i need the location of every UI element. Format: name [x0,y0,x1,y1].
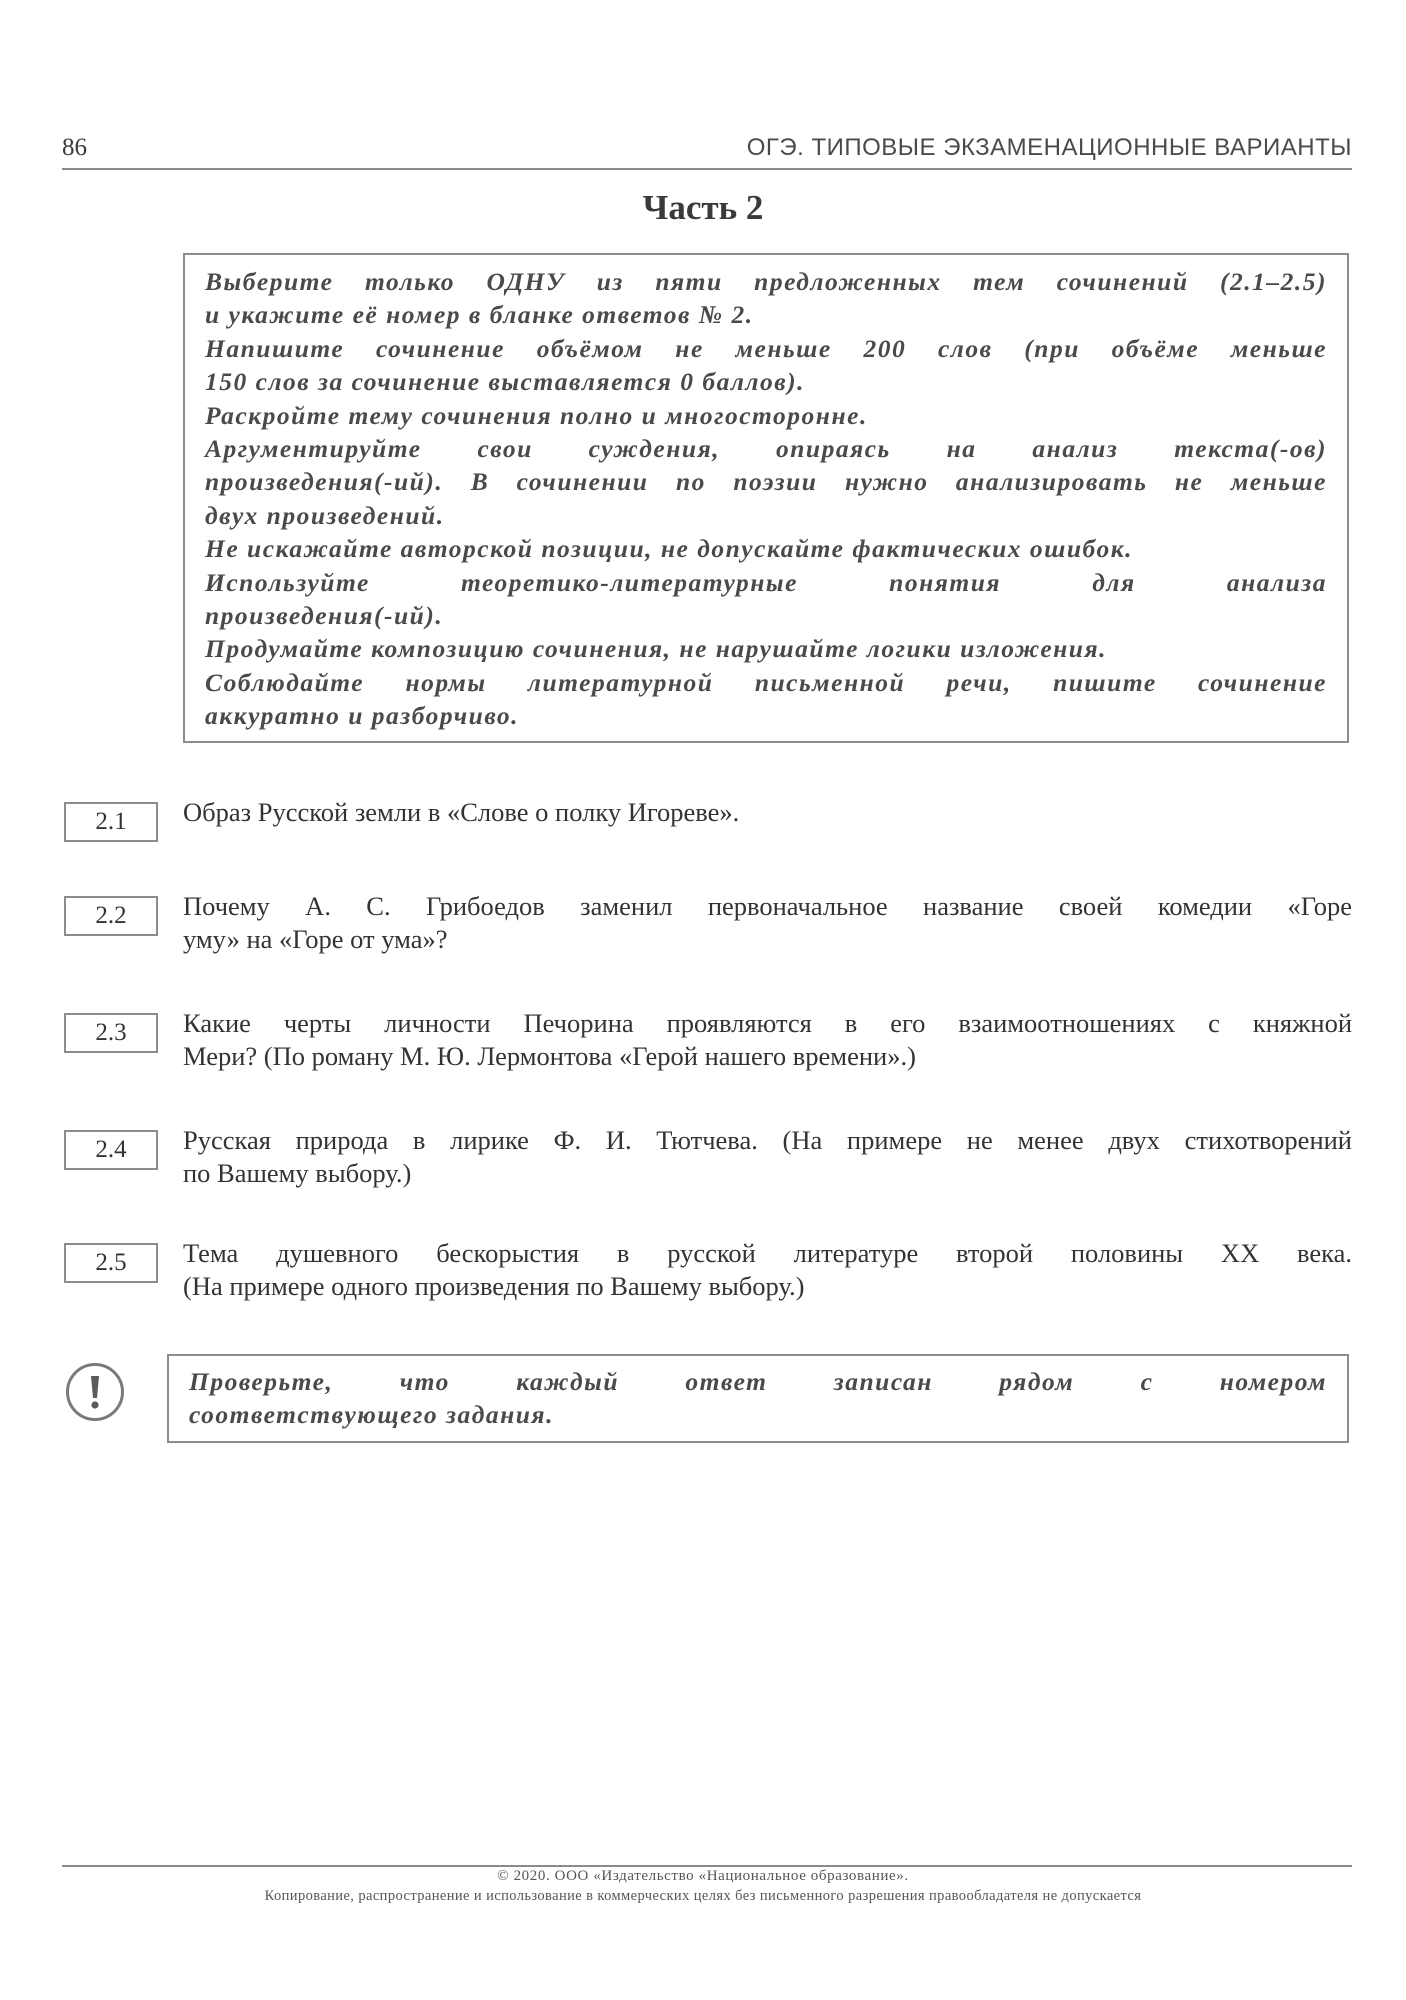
task-line: Русская природа в лирике Ф. И. Тютчева. (На примере не менее двух стихотворений [183,1125,1352,1155]
task-line: по Вашему выбору.) [183,1158,412,1188]
task-number: 2.5 [64,1243,158,1283]
task-number: 2.3 [64,1013,158,1053]
instruction-line: Используйте теоретико-литературные понятия для анализа [205,567,1327,597]
task-text [183,1007,1352,1073]
task-number: 2.2 [64,896,158,936]
page-header [62,128,1352,170]
instruction-line: 150 слов за сочинение выставляется 0 баллов). [205,367,805,397]
task-text [183,890,1352,956]
task-number: 2.1 [64,802,158,842]
instruction-line: Аргументируйте свои суждения, опираясь на анализ текста(-ов) [205,434,1327,464]
instruction-line: Напишите сочинение объёмом не меньше 200 слов (при объёме меньше [205,333,1327,363]
exclamation-glyph [69,1366,121,1418]
part-title: Часть 2 [642,188,764,227]
instruction-line: произведения(-ий). [205,601,444,631]
instruction-line: произведения(-ий). В сочинении по поэзии нужно анализировать не меньше [205,467,1327,497]
task-line: Тема душевного бескорыстия в русской литературе второй половины XX века. [183,1238,1352,1268]
instruction-line: Раскройте тему сочинения полно и многосторонне. [205,400,868,430]
task-line: Почему А. С. Грибоедов заменил первоначальное название своей комедии «Горе [183,891,1352,921]
task-line: Образ Русской земли в «Слове о полку Игореве». [183,797,740,827]
page-number: 86 [62,134,87,161]
footer-notice: Копирование, распространение и использование в коммерческих целях без письменного разрешения правообладателя не допускается [264,1888,1142,1904]
instruction-line: двух произведений. [205,500,445,530]
task-text [183,796,1352,829]
task-number: 2.4 [64,1130,158,1170]
task-line: уму» на «Горе от ума»? [183,924,448,954]
reminder-line: соответствующего задания. [189,1400,554,1429]
footer-copyright: © 2020. ООО «Издательство «Национальное образование». [497,1868,909,1884]
task-line: Какие черты личности Печорина проявляются в его взаимоотношениях с княжной [183,1008,1352,1038]
task-line: Мери? (По роману М. Ю. Лермонтова «Герой нашего времени».) [183,1041,916,1071]
task-text [183,1237,1352,1303]
instruction-line: Соблюдайте нормы литературной письменной речи, пишите сочинение [205,667,1327,697]
footer-divider [62,1865,1352,1867]
instruction-line: аккуратно и разборчиво. [205,701,520,731]
task-text [183,1124,1352,1190]
instruction-line: Не искажайте авторской позиции, не допускайте фактических ошибок. [205,534,1133,564]
instruction-line: Продумайте композицию сочинения, не нарушайте логики изложения. [205,634,1107,664]
instruction-line: и укажите её номер в бланке ответов № 2. [205,300,754,330]
exclamation-icon [66,1363,124,1421]
running-title: ОГЭ. ТИПОВЫЕ ЭКЗАМЕНАЦИОННЫЕ ВАРИАНТЫ [746,134,1352,161]
reminder-box [167,1354,1349,1443]
instructions-box [183,253,1349,743]
instruction-line: Выберите только ОДНУ из пяти предложенных тем сочинений (2.1–2.5) [205,267,1327,296]
task-line: (На примере одного произведения по Вашему выбору.) [183,1271,805,1301]
reminder-line: Проверьте, что каждый ответ записан рядом с номером [189,1367,1327,1396]
